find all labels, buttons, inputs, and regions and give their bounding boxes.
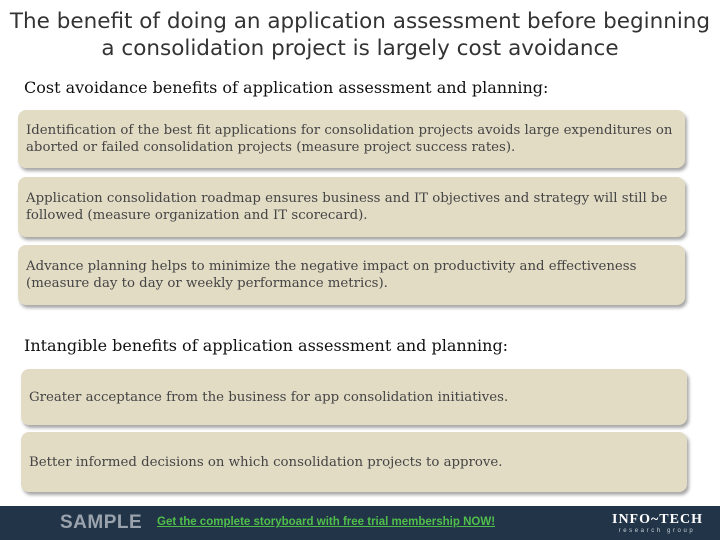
trial-membership-link[interactable]: Get the complete storyboard with free trial membership NOW! xyxy=(157,516,496,528)
intangible-benefit-text-2: Better informed decisions on which consolidation projects to approve. xyxy=(29,454,503,470)
cost-benefit-card-1 xyxy=(18,110,685,168)
logo-wordmark: INFO~TECH xyxy=(612,512,703,527)
intangible-benefit-card-2 xyxy=(21,432,687,492)
cost-benefit-text-1: Identification of the best fit applications for consolidation projects avoids large expenditures on aborted or failed consolidation projects (measure project success rates). xyxy=(26,123,673,155)
slide-title: The benefit of doing an application assessment before beginning a consolidation project is largely cost avoidance xyxy=(9,9,711,61)
cost-benefit-text-2: Application consolidation roadmap ensures business and IT objectives and strategy will still be followed (measure organization and IT scorecard). xyxy=(26,191,668,223)
intangible-benefits-heading: Intangible benefits of application assessment and planning: xyxy=(24,336,509,355)
sample-label: SAMPLE xyxy=(60,512,143,533)
cost-benefit-card-2 xyxy=(18,177,685,237)
intangible-benefit-card-1 xyxy=(21,369,687,425)
cost-benefit-text-3: Advance planning helps to minimize the negative impact on productivity and effectiveness (measure day to day or weekly performance metrics). xyxy=(26,259,637,291)
footer-bar xyxy=(0,506,720,540)
cost-benefit-card-3 xyxy=(18,245,685,305)
info-tech-logo xyxy=(612,512,702,535)
cost-avoidance-heading: Cost avoidance benefits of application assessment and planning: xyxy=(24,78,549,97)
intangible-benefit-text-1: Greater acceptance from the business for app consolidation initiatives. xyxy=(29,389,509,405)
logo-tagline: research group xyxy=(618,528,696,534)
